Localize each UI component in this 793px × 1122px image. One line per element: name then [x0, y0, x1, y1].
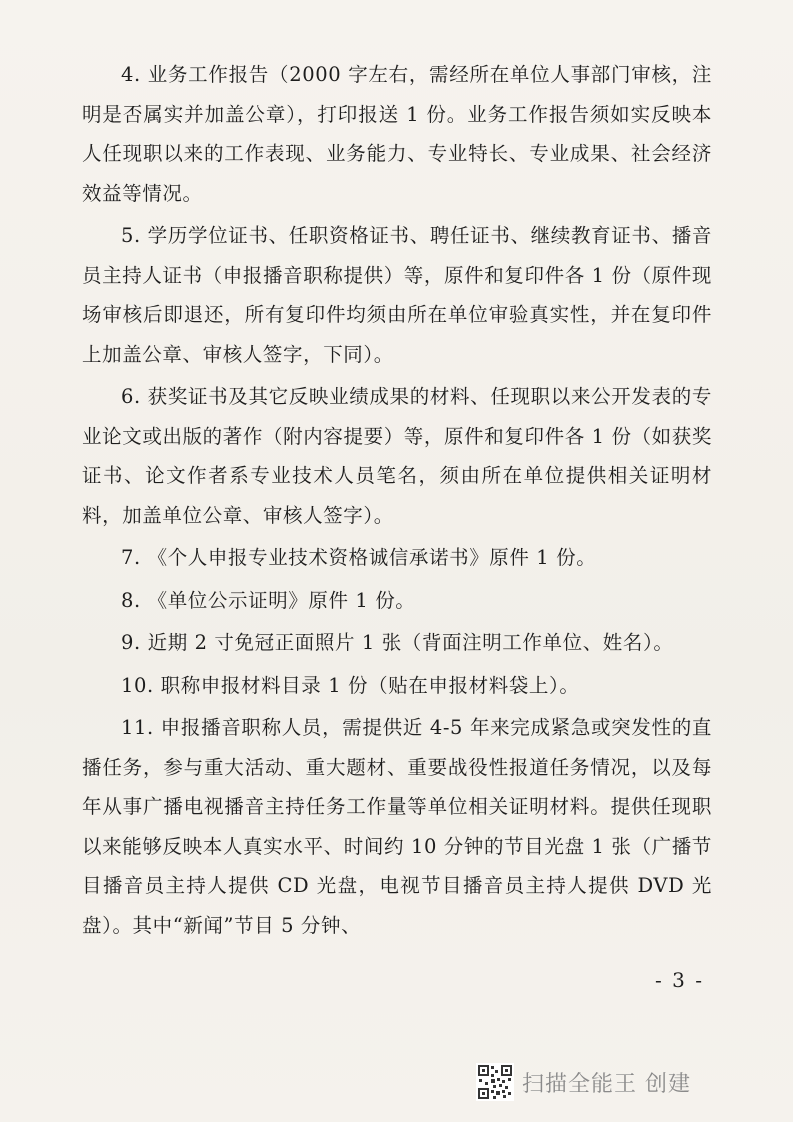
paragraph-item-8: 8. 《单位公示证明》原件 1 份。 — [121, 588, 416, 612]
paragraph-item-10: 10. 职称申报材料目录 1 份（贴在申报材料袋上）。 — [121, 673, 580, 697]
qr-code-icon — [476, 1063, 514, 1101]
watermark-label: 扫描全能王 创建 — [522, 1071, 691, 1097]
scanner-watermark — [476, 1063, 691, 1101]
paragraph-item-7: 7. 《个人申报专业技术资格诚信承诺书》原件 1 份。 — [121, 546, 597, 569]
page-number: - 3 - — [655, 968, 704, 992]
paragraph-item-11: 11. 申报播音职称人员，需提供近 4-5 年来完成紧急或突发性的直播任务，参与重大活动、重大题材、重要战役性报道任务情况，以及每年从事广播电视播音主持任务工作量等单位相关证明材料。提供任现职以来能够反映本人真实水平、时间约 10 分钟的节目光盘 1 张（广播节目播音员主持人提供 CD 光盘，电视节目播音员主持人提供 DVD 光盘）。其中“新闻”节目 5 分钟、 — [82, 716, 712, 937]
paragraph-item-5: 5. 学历学位证书、任职资格证书、聘任证书、继续教育证书、播音员主持人证书（申报播音职称提供）等，原件和复印件各 1 份（原件现场审核后即退还，所有复印件均须由所在单位审验真实性，并在复印件上加盖公章、审核人签字，下同）。 — [82, 224, 712, 366]
paragraph-item-4: 4. 业务工作报告（2000 字左右，需经所在单位人事部门审核，注明是否属实并加盖公章），打印报送 1 份。业务工作报告须如实反映本人任现职以来的工作表现、业务能力、专业特长、专业成果、社会经济效益等情况。 — [82, 63, 712, 205]
paragraph-item-9: 9. 近期 2 寸免冠正面照片 1 张（背面注明工作单位、姓名）。 — [121, 631, 674, 654]
document-body — [82, 55, 712, 948]
paragraph-item-6: 6. 获奖证书及其它反映业绩成果的材料、任现职以来公开发表的专业论文或出版的著作（附内容提要）等，原件和复印件各 1 份（如获奖证书、论文作者系专业技术人员笔名，须由所在单位提供相关证明材料，加盖单位公章、审核人签字）。 — [82, 385, 712, 527]
